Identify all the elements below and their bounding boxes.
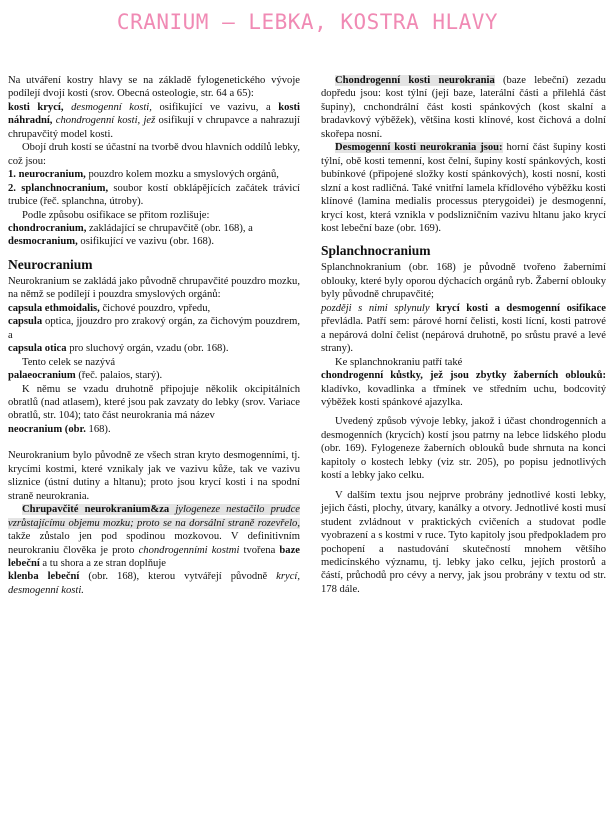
- capsula-optica-line: capsula optica, jjouzdro pro zrakový orgán, za čichovým pouzdrem, a: [8, 316, 300, 341]
- desmocranium-line: desmocranium, osifikující ve vazivu (obr. 168).: [8, 236, 214, 248]
- intro-paragraph: Na utváření kostry hlavy se na základě fylogenetického vývoje podílejí dvojí kosti (srov. Obecná osteologie, str. 64 a 65):: [8, 75, 300, 100]
- study-notes-paragraph: V dalším textu jsou nejprve probrány jednotlivé kosti lebky, jejich části, plochy, útvary, kanálky a otvory. Jednotlivé kosti musí student zvládnout v praktických cvičeních a studovat podle vyobrazení a s kostmi v ruce. Tyto kapitoly jsou předpokladem pro pochopení a nastudování skutečností mnohem většího medicínského významu, tj. lebky jako celku, jejích prostorů a částí, průchodů pro cévy a nervy, jak jsou probrány v textu od str. 178 dále.: [321, 489, 606, 595]
- palaeocranium-intro: Tento celek se nazývá: [22, 356, 116, 368]
- chondrogenic-bones-paragraph: Chondrogenní kosti neurokrania (baze lebeční) zezadu dopředu jsou: kost týlní (její baze, laterální části a přilehlá část šupiny), cnchondrální část kosti spánkových (kost skalní a bradavkový výběžek), většina kosti klínové, kost čichová a dolní skořepa nosní.: [321, 75, 606, 140]
- heading-splanchnocranium: Splanchnocranium: [321, 243, 431, 259]
- list-item-splanchnocranium: 2. splanchnocranium, soubor kostí obklápějících začátek trávicí trubice (řeč. splanchna, útroby).: [8, 182, 301, 208]
- covering-bones-fusion-paragraph: později s nimi splynuly krycí kosti a desmogenní osifikace převládla. Patří sem: párové horní čelisti, kosti lícní, kosti patrové a nepárová dolní čelist (nepárová druhotně, po srůstu pravé a levé strany).: [321, 302, 606, 355]
- desmogenic-bones-paragraph: Desmogenní kosti neurokrania jsou: horní část šupiny kosti týlní, obě kosti temenní, kost čelní, šupiny kostí spánkových, kosti bubínkové (připojené složky kostí spánkových), kosti nosní, kosti slzní a kost radličná. Také vnitřní lamela křídlového výběžku kosti klínové (lamina medialis processus pterygoidei) je desmogenní, krycí kost, která vznikla v podslizničním vazivu hltanu jako krycí kost lebeční baze (obr. 169).: [321, 142, 606, 234]
- right-column: [321, 74, 606, 596]
- occipital-vertebrae-paragraph: K němu se vzadu druhotně připojuje několik okcipitálních obratlů (nad atlasem), které jsou pak zavzaty do lebky (srov. Variace obratlů, str. 104); tato část neurokrania má název: [8, 383, 300, 422]
- bone-types-paragraph: kosti krycí, desmogenní kosti, osifikující ve vazivu, a kosti náhradní, chondrogenní kosti, jež osifikují v chrupavce a nahrazují chrupavčitý model kosti.: [8, 101, 301, 140]
- page-title: CRANIUM – LEBKA, KOSTRA HLAVY: [116, 10, 499, 34]
- neurocranium-paragraph: Neurokranium se zakládá jako původně chrupavčité pouzdro mozku, na němž se podílejí i pouzdra smyslových orgánů:: [8, 275, 300, 301]
- fetal-skull-paragraph: Uvedený způsob vývoje lebky, jakož i účast chondrogenních a desmogenních (krycích) kostí jsou patrny na lebce lidského plodu (obr. 169). Fylogeneze žaberních oblouků bude shrnuta na konci kapitoly o kostech lebky (viz str. 205), po popisu jednotlivých kostí a lebky jako celku.: [321, 416, 606, 482]
- left-column: [8, 74, 300, 597]
- neocranium-line: neocranium (obr. 168).: [8, 423, 111, 435]
- covering-bones-paragraph: Neurokranium bylo původně ze všech stran kryto desmogenními, tj. krycími kostmi, které vznikaly jak ve vazivu kůže, tak ve vazivu sliznice (ústní dutiny a hltanu); proto jsou krycí kosti i na spodní straně neurokrania.: [8, 450, 300, 502]
- chondrocranium-line: chondrocranium, zakládající se chrupavčitě (obr. 168), a: [8, 222, 253, 234]
- capsula-otica-line: capsula otica pro sluchový orgán, vzadu (obr. 168).: [8, 343, 229, 355]
- list-item-neurocranium: 1. neurocranium, pouzdro kolem mozku a smyslových orgánů,: [8, 169, 279, 181]
- ossicles-intro: Ke splanchnokraniu patří také: [335, 356, 463, 368]
- ossification-intro: Podle způsobu osifikace se přitom rozlišuje:: [22, 209, 210, 221]
- calvaria-line: klenba lebeční (obr. 168), kterou vytvářejí původně krycí, desmogenní kosti.: [8, 571, 300, 596]
- skull-parts-paragraph: Obojí druh kostí se účastní na tvorbě dvou hlavních oddílů lebky, což jsou:: [8, 142, 300, 167]
- heading-neurocranium: Neurocranium: [8, 256, 93, 272]
- splanchnocranium-paragraph: Splanchnokranium (obr. 168) je původně tvořeno žabernímí oblouky, které byly oporou dýchacích orgánů ryb. Žaberní oblouky byly původně chrupavčité;: [321, 262, 606, 301]
- palaeocranium-line: palaeocranium (řeč. palaios, starý).: [8, 370, 163, 382]
- capsula-ethmoidalis-line: capsula ethmoidalis, čichové pouzdro, vpředu,: [8, 302, 211, 314]
- cartilaginous-neurocranium-paragraph: Chrupavčité neurokranium&za jylogeneze nestačilo prudce vzrůstajícímu objemu mozku; proto se na dorsální straně rozevřelo, takže zůstalo jen pod spodinou mozkovou. V definitivním neurokraniu člověka je proto chondrogenními kostmi tvořena baze lebeční a tu shora a ze stran doplňuje: [8, 504, 300, 569]
- ossicles-paragraph: chondrogenní kůstky, jež jsou zbytky žaberních oblouků: kladívko, kovadlinka a třmínek ve středním uchu, bodcovitý výběžek kosti spánkové ajazylka.: [321, 370, 606, 408]
